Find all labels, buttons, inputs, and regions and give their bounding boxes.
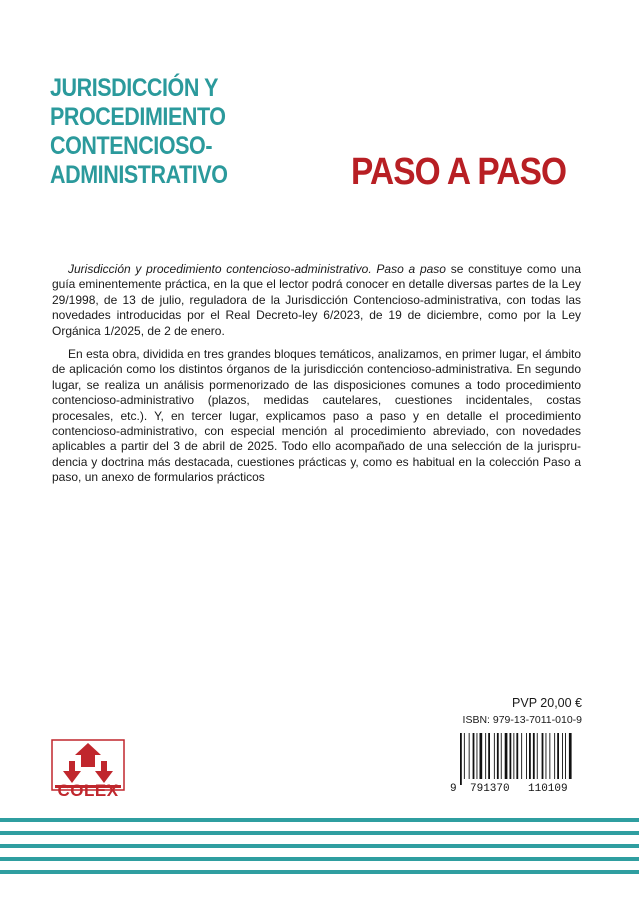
stripe-4 bbox=[0, 857, 639, 861]
blurb-italic-title: Jurisdicción y procedimiento contencioso-administrativo. Paso a paso bbox=[68, 262, 446, 276]
title-line-4: ADMINISTRATIVO bbox=[50, 161, 228, 189]
decorative-stripes bbox=[0, 818, 639, 883]
book-title bbox=[50, 74, 248, 190]
stripe-2 bbox=[0, 831, 639, 835]
title-line-1: JURISDICCIÓN Y bbox=[50, 74, 219, 102]
stripe-5 bbox=[0, 870, 639, 874]
back-cover-blurb bbox=[52, 262, 581, 494]
series-title: PASO A PASO bbox=[351, 151, 567, 193]
blurb-paragraph-2: En esta obra, dividida en tres grandes bloques temáticos, analizamos, en primer lugar, el ámbito de aplicación como los distintos órganos de la jurisdicción contencioso-administrativa. En segundo lugar, se realiza un análisis pormenorizado de las disposiciones comunes a todo procedimiento contencioso-administrativo (plazos, medidas cautelares, cuestiones incidentales, costas procesales, etc.). Y, en tercer lugar, explicamos paso a paso y en detalle el procedimiento contencioso-administrativo, con especial mención al procedimiento abreviado, con novedades aplicables a partir del 3 de abril de 2025. Todo ello acompañado de una selección de la jurispru-dencia y doctrina más destacada, cuestiones prácticas y, como es habitual en la colección Paso a paso, un anexo de formularios prácticos bbox=[52, 347, 581, 485]
blurb-p1-text: se constituye como una guía eminentemente práctica, en la que el lector podrá conocer en detalle diversas partes de la Ley 29/1998, de 13 de julio, reguladora de la Jurisdicción Contencioso-administrativa, con todas las novedades introducidas por el Real Decreto-ley 6/2023, de 19 de diciembre, como por la Ley Orgánica 1/2025, de 2 de enero. bbox=[52, 262, 582, 338]
isbn-label: ISBN: 979-13-7011-010-9 bbox=[462, 714, 582, 726]
barcode-bars bbox=[454, 733, 584, 785]
stripe-1 bbox=[0, 818, 639, 822]
blurb-paragraph-1 bbox=[52, 262, 581, 339]
stripe-3 bbox=[0, 844, 639, 848]
publisher-name: COLEX bbox=[57, 781, 119, 800]
price-label: PVP 20,00 € bbox=[512, 696, 582, 710]
title-line-3: CONTENCIOSO- bbox=[50, 132, 213, 160]
barcode bbox=[450, 733, 584, 795]
title-line-2: PROCEDIMIENTO bbox=[50, 103, 226, 131]
barcode-group-1: 791370 bbox=[470, 783, 510, 795]
barcode-group-2: 110109 bbox=[528, 783, 568, 795]
barcode-lead-digit: 9 bbox=[450, 783, 457, 795]
